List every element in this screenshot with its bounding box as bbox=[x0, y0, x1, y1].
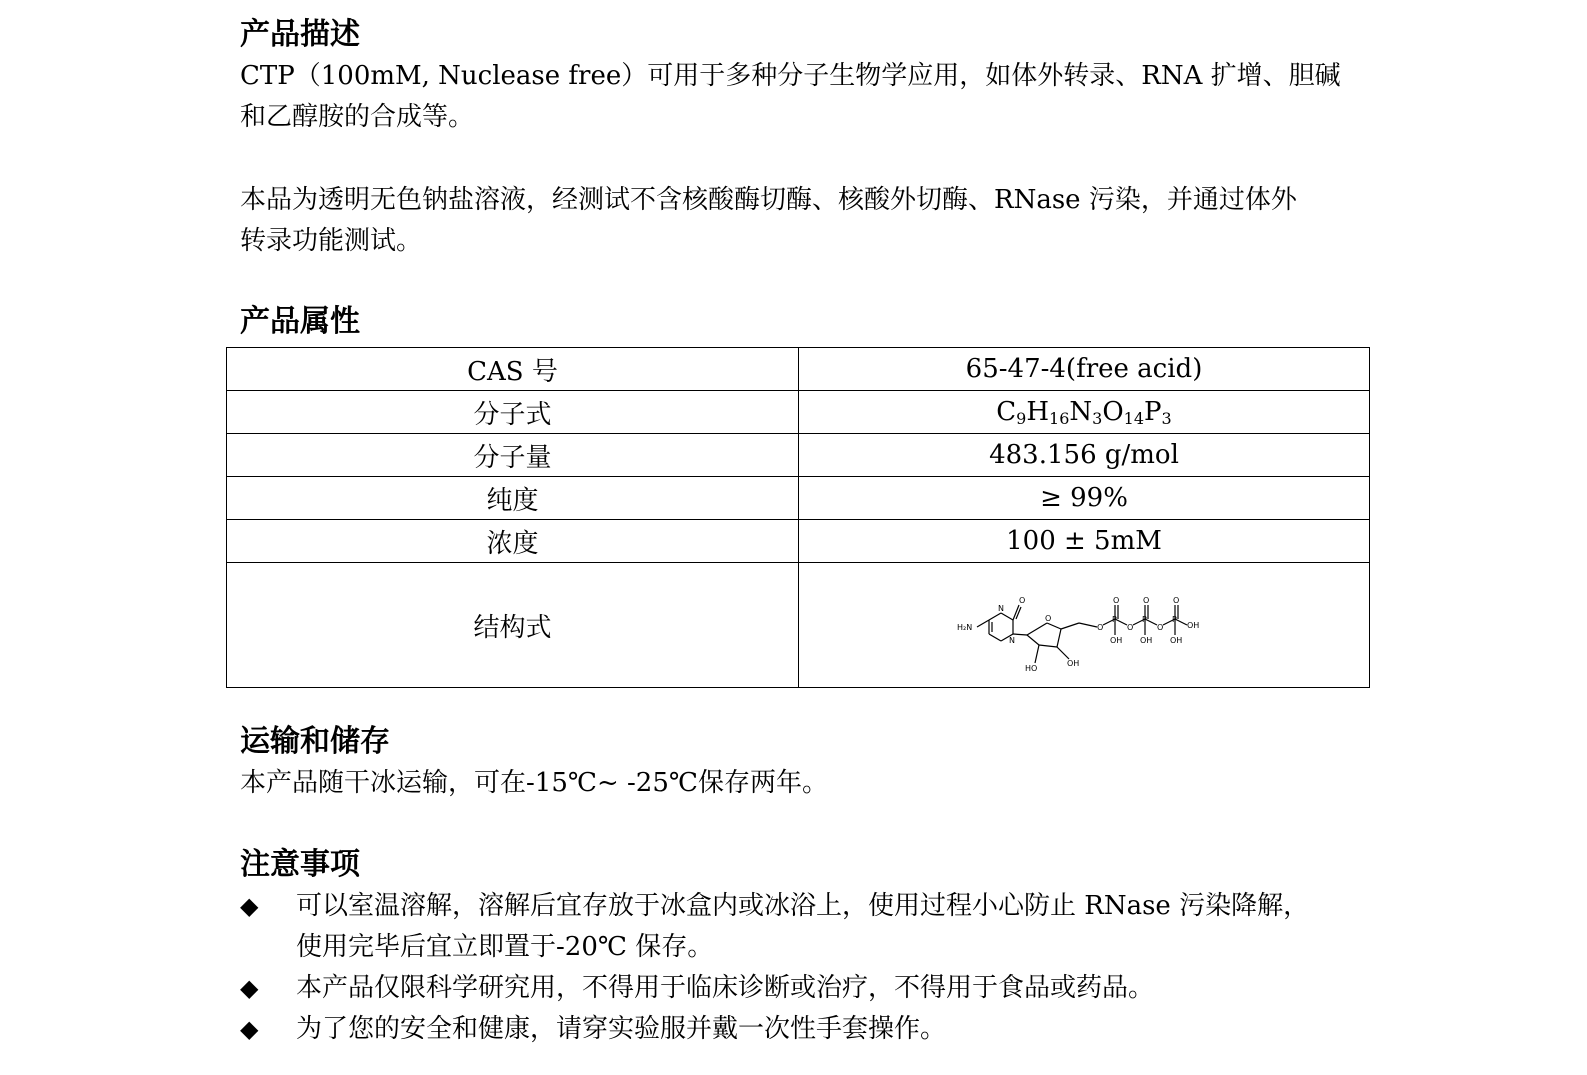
svg-text:P: P bbox=[1112, 615, 1117, 624]
section-heading-storage: 运输和储存 bbox=[240, 724, 390, 759]
property-value: ≥ 99% bbox=[799, 477, 1370, 520]
section-heading-notes: 注意事项 bbox=[240, 847, 360, 882]
description-line-1: CTP（100mM, Nuclease free）可用于多种分子生物学应用，如体外转录、RNA 扩增、胆碱 bbox=[240, 61, 1341, 91]
table-row bbox=[227, 391, 1370, 434]
property-key: 分子式 bbox=[227, 391, 799, 434]
table-row bbox=[227, 520, 1370, 563]
description-line-2: 和乙醇胺的合成等。 bbox=[240, 102, 475, 132]
table-row bbox=[227, 477, 1370, 520]
svg-text:OH: OH bbox=[1140, 636, 1153, 645]
description-line-4: 转录功能测试。 bbox=[240, 226, 423, 256]
section-heading-description: 产品描述 bbox=[240, 17, 360, 52]
property-value: 65-47-4(free acid) bbox=[799, 348, 1370, 391]
property-key: 浓度 bbox=[227, 520, 799, 563]
section-heading-properties: 产品属性 bbox=[240, 304, 360, 339]
list-item: ◆ 本产品仅限科学研究用，不得用于临床诊断或治疗，不得用于食品或药品。 bbox=[240, 968, 1154, 1009]
svg-text:OH: OH bbox=[1187, 621, 1200, 630]
svg-text:OH: OH bbox=[1110, 636, 1123, 645]
property-key: CAS 号 bbox=[227, 348, 799, 391]
table-row bbox=[227, 563, 1370, 688]
description-line-3: 本品为透明无色钠盐溶液，经测试不含核酸酶切酶、核酸外切酶、RNase 污染，并通过体外 bbox=[240, 185, 1297, 215]
diamond-bullet-icon: ◆ bbox=[240, 892, 259, 920]
list-item: ◆ 为了您的安全和健康，请穿实验服并戴一次性手套操作。 bbox=[240, 1009, 946, 1050]
property-key: 分子量 bbox=[227, 434, 799, 477]
properties-table bbox=[226, 347, 1370, 688]
svg-text:N: N bbox=[998, 604, 1004, 613]
svg-text:O: O bbox=[1157, 623, 1164, 632]
diamond-bullet-icon: ◆ bbox=[240, 1015, 259, 1043]
property-value: 100 ± 5mM bbox=[799, 520, 1370, 563]
table-row bbox=[227, 434, 1370, 477]
svg-text:N: N bbox=[1009, 636, 1015, 645]
storage-line: 本产品随干冰运输，可在-15℃~ -25℃保存两年。 bbox=[240, 768, 828, 798]
list-item: ◆ 可以室温溶解，溶解后宜存放于冰盒内或冰浴上，使用过程小心防止 RNase 污染降解， bbox=[240, 886, 1309, 927]
svg-text:P: P bbox=[1172, 615, 1177, 624]
svg-text:O: O bbox=[1143, 596, 1150, 605]
svg-text:O: O bbox=[1019, 596, 1026, 605]
table-row bbox=[227, 348, 1370, 391]
diamond-bullet-icon: ◆ bbox=[240, 974, 259, 1002]
svg-text:OH: OH bbox=[1170, 636, 1183, 645]
svg-text:P: P bbox=[1142, 615, 1147, 624]
svg-text:O: O bbox=[1127, 623, 1134, 632]
svg-text:O: O bbox=[1173, 596, 1180, 605]
list-item-continuation: 使用完毕后宜立即置于-20℃ 保存。 bbox=[296, 932, 714, 962]
property-key: 纯度 bbox=[227, 477, 799, 520]
structure-cell bbox=[799, 563, 1370, 688]
svg-text:O: O bbox=[1097, 623, 1104, 632]
svg-text:OH: OH bbox=[1067, 659, 1080, 668]
svg-text:O: O bbox=[1113, 596, 1120, 605]
svg-text:O: O bbox=[1045, 614, 1052, 623]
property-value: 483.156 g/mol bbox=[799, 434, 1370, 477]
molecular-formula: $C_9H_{16}N_3O_{14}P_3$ bbox=[799, 391, 1370, 434]
property-key: 结构式 bbox=[227, 563, 799, 688]
svg-text:HO: HO bbox=[1025, 664, 1038, 673]
svg-text:H₂N: H₂N bbox=[957, 623, 973, 632]
structure-diagram bbox=[939, 575, 1229, 675]
